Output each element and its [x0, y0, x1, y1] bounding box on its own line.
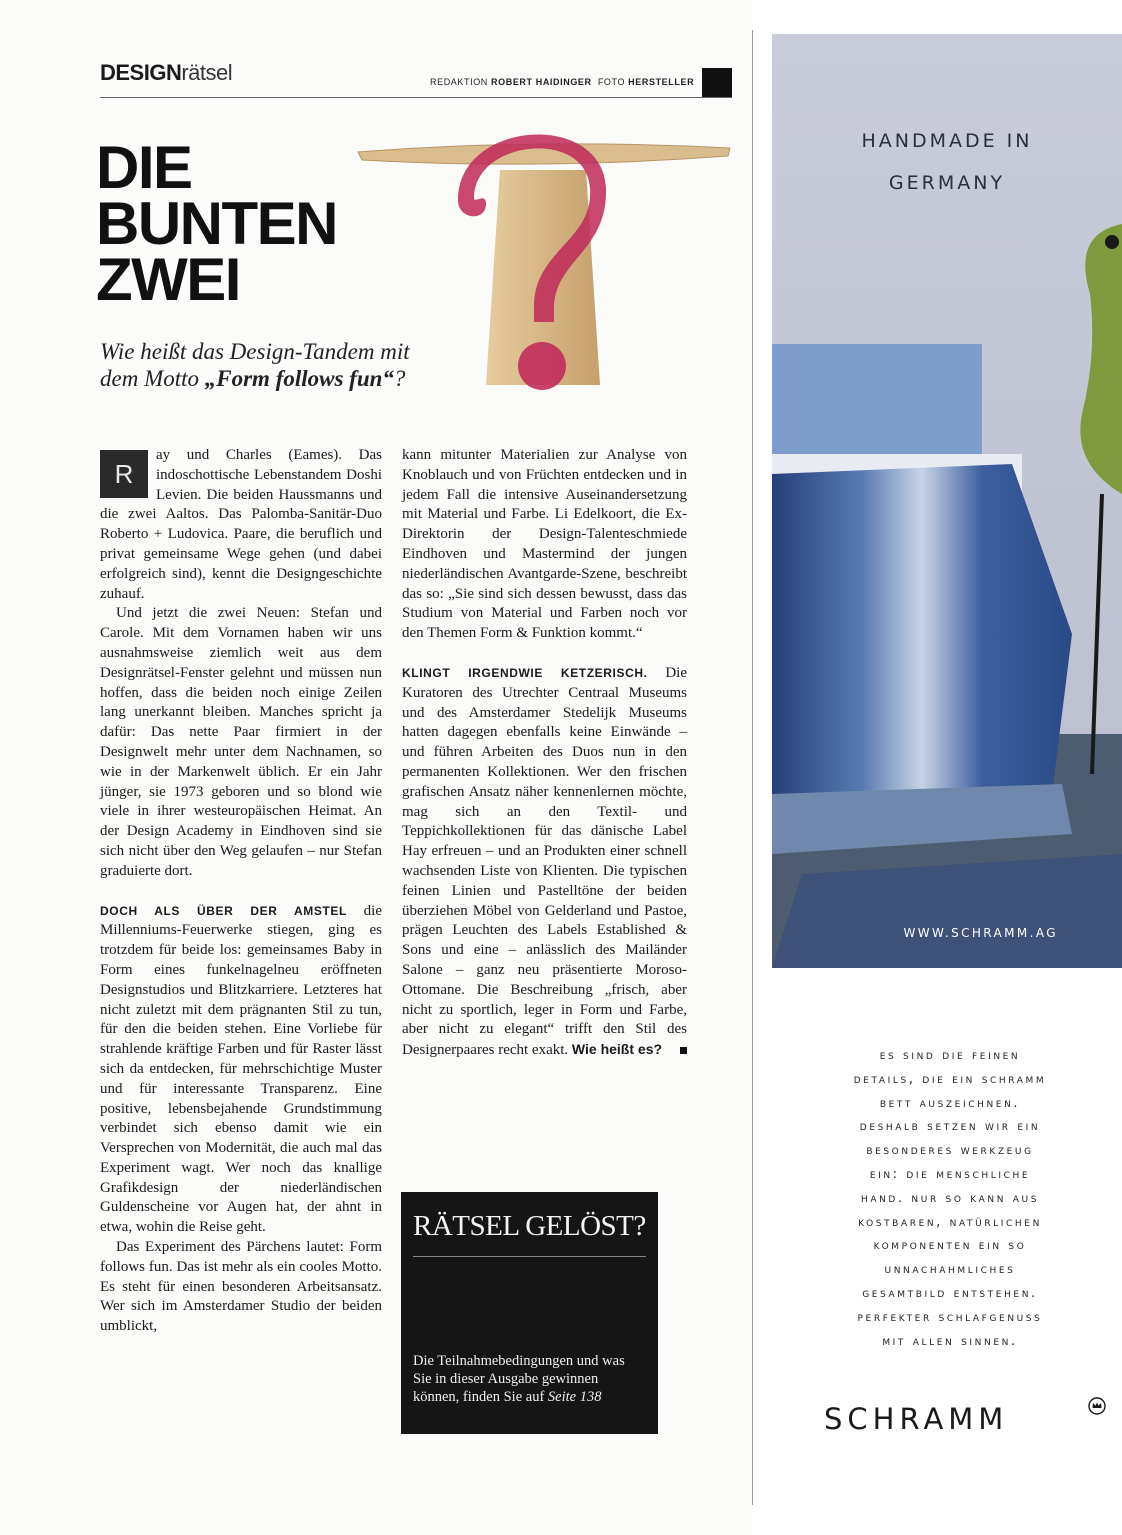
bed-throw	[772, 464, 1072, 814]
closing-question: Wie heißt es?	[571, 1041, 663, 1058]
paragraph: KLINGT IRGENDWIE KETZERISCH. Die Kuratoren des Utrechter Centraal Museums und des Amsterdamer Stedelijk Museums hatten dagegen ebenfalls keine Einwände – und führen Arbeiten des Duos nun in den permanenten Kollektionen. Wer den frischen grafischen Ansatz näher kennenlernen möchte, mag sich an den Textil- und Teppichkollektionen für das dänische Label Hay erfreuen – und an Produkten einer schnell wachsenden Liste von Klienten. Die typischen feinen Linien und Pastelltöne der beiden überziehen Möbel von Gelderland und Pastoe, prägen Leuchten des Labels Established & Sons und eine – anlässlich des Mailänder Salone – ganz neu präsentierte Moroso-Ottomane. Die Beschreibung „frisch, aber nicht zu sportlich, leger in Form und Farbe, aber nicht zu elegant“ trifft den Stil des Designerpaares recht exakt. Wie heißt es?	[402, 664, 687, 1059]
article-column-1	[100, 446, 382, 1337]
contest-text: Die Teilnahmebedingungen und was Sie in dieser Ausgabe gewinnen können, finden Sie auf Seite 138	[413, 1353, 625, 1405]
headboard	[772, 344, 982, 454]
ad-photo	[772, 34, 1122, 968]
paragraph: Und jetzt die zwei Neuen: Stefan und Carole. Mit dem Vornamen haben wir uns ausnahmsweise ziemlich weit aus dem Designrätsel-Fenster gelehnt und müssen nun hoffen, dass die beiden noch einige Zeilen lang unerkannt bleiben. Manches spricht ja dafür: Das nette Paar firmiert in der Designwelt mehr unter dem Nachnamen, so wie in der Markenwelt üblich. Er ein Jahr jünger, sie 1973 geboren und so blond wie viele in ihrer westeuropäischen Heimat. An der Design Academy in Eindhoven sind sie sich nicht über den Weg gelaufen – nur Stefan graduierte dort.	[100, 605, 382, 879]
contest-box	[401, 1192, 658, 1434]
page-gutter	[752, 30, 753, 1505]
subheadline: Wie heißt das Design-Tandem mit dem Motto „Form follows fun“?	[100, 339, 410, 391]
brand-logo: SCHRAMM	[824, 1402, 1009, 1436]
article-column-2	[402, 446, 687, 1061]
credits-line: REDAKTION ROBERT HAIDINGER FOTO HERSTELLER	[430, 77, 695, 87]
end-mark	[680, 1047, 687, 1054]
section-lead-in: DOCH ALS ÜBER DER AMSTEL	[100, 903, 347, 918]
paragraph: R ay und Charles (Eames). Das indoschottische Lebenstandem Doshi Levien. Die beiden Haussmanns und die zwei Aaltos. Das Palomba-Sanitär-Duo Roberto + Ludovica. Paare, die beruflich und privat gemeinsame Wege gehen (und dabei erfolgreich sind), kennt die Designgeschichte zuhauf.	[100, 447, 382, 602]
header-rule	[100, 97, 732, 98]
contest-title: RÄTSEL GELÖST?	[413, 1210, 646, 1242]
paragraph: Das Experiment des Pärchens lautet: Form follows fun. Das ist mehr als ein cooles Motto. Es steht für einen besonderen Arbeitsansatz. Wer sich im Amsterdamer Studio der beiden umblickt,	[100, 1239, 382, 1335]
ad-body-copy: es sind die feinen details, die ein schramm bett auszeichnen. deshalb setzen wir ein besonderes werkzeug ein: die menschliche hand. nur so kann aus kostbaren, natürlichen komponenten ein so unnachahmliches gesamtbild entstehen. perfekter schlafgenuss mit allen sinnen.	[853, 1048, 1047, 1349]
section-marker-box	[702, 68, 732, 98]
paragraph: kann mitunter Materialien zur Analyse von Knoblauch und von Früchten entdecken und in jedem Fall die intensive Auseinandersetzung mit Material und Farbe. Li Edelkoort, die Ex-Direktorin der Design-Talenteschmiede Eindhoven und Mastermind der jungen niederländischen Avantgarde-Szene, beschreibt das so: „Sie sind sich dessen bewusst, dass das Studium von Material und Farben noch vor den Themen Form & Funktion kommt.“	[402, 447, 687, 642]
paragraph: DOCH ALS ÜBER DER AMSTEL die Millenniums-Feuerwerke stiegen, ging es trotzdem für beide los: gemeinsames Baby in Form eines funkelnagelneu eröffneten Designstudios und Blitzkarriere. Letzteres hat nicht zuletzt mit dem prägnanten Stil zu tun, für den die beiden stehen. Eine Vorliebe für strahlende kräftige Farben und für Raster lässt sich da entdecken, für mehrschichtige Muster und für interessante Transparenz. Eine positive, lebensbejahende Grundstimmung verbindet sich ebenso damit wie ein Versprechen von Modernität, die auch mal das Experiment wagt. Wer noch das knallige Grafikdesign der niederländischen Guldenscheine vor Augen hat, der ahnt in etwa, wohin die Reise geht.	[100, 902, 382, 1236]
ad-headline: HANDMADE IN GERMANY	[861, 130, 1033, 194]
crown-registered-icon	[1088, 1397, 1106, 1415]
contest-rule	[413, 1256, 646, 1257]
ad-url: WWW.SCHRAMM.AG	[903, 926, 1058, 940]
headline: DIE BUNTEN ZWEI	[96, 134, 337, 313]
page-reference: Seite 138	[547, 1389, 602, 1405]
section-lead-in: KLINGT IRGENDWIE KETZERISCH.	[402, 665, 648, 680]
question-mark-dot	[518, 342, 566, 390]
section-logo: DESIGNrätsel	[100, 60, 233, 85]
dress-form-knob	[1105, 235, 1119, 249]
drop-cap: R	[100, 450, 148, 498]
